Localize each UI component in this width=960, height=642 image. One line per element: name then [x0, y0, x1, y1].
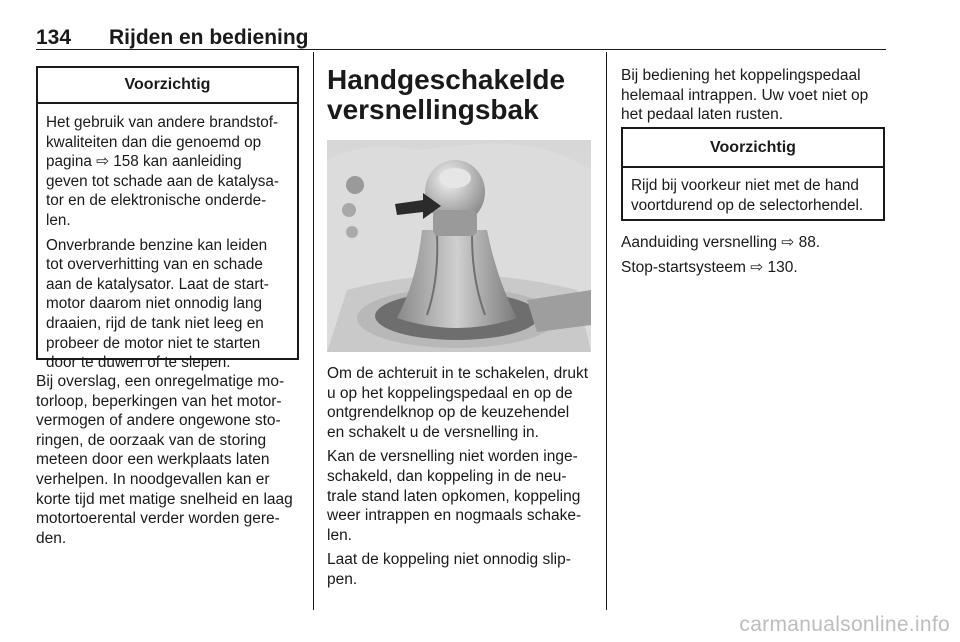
text-line: vermogen of andere ongewone sto-: [36, 412, 281, 430]
gear-lever-image: [327, 140, 591, 352]
caution-box-selector: [621, 127, 885, 221]
text-line: len.: [46, 211, 71, 229]
caution-box-fuel: [36, 66, 299, 372]
text-line: Rijd bij voorkeur niet met de hand: [631, 177, 859, 194]
text-line: Onverbrande benzine kan leiden: [46, 236, 268, 254]
text-line: len.: [327, 526, 352, 544]
right-references: [621, 233, 886, 282]
text-line: aan de katalysator. Laat de start-: [46, 275, 269, 293]
page-number: 134: [36, 26, 72, 49]
text-line: Kan de versnelling niet worden inge-: [327, 448, 578, 466]
text-line: Laat de koppeling niet onnodig slip-: [327, 551, 571, 569]
text-line: Om de achteruit in te schakelen, drukt: [327, 365, 589, 382]
text-line: torloop, beperkingen van het motor-: [36, 392, 282, 410]
text-line: trale stand laten opkomen, koppeling: [327, 487, 581, 505]
caution-body: [623, 168, 883, 215]
middle-text: [327, 364, 599, 595]
caution-paragraph-2: [46, 236, 289, 373]
caution-paragraph-1: [46, 113, 289, 231]
text-line: geven tot schade aan de katalysa-: [46, 172, 280, 190]
text-line: motortoerental verder worden gere-: [36, 510, 280, 528]
text-line: Bij bediening het koppelingspedaal: [621, 67, 861, 84]
text-line: meteen door een werkplaats laten: [36, 451, 270, 469]
text-line: probeer de motor niet te starten: [46, 334, 261, 352]
gear-shift-illustration: [327, 140, 591, 352]
section-heading: [327, 65, 565, 125]
text-line: u op het koppelingspedaal en op de: [327, 384, 573, 402]
text-line: kwaliteiten dan die genoemd op: [46, 133, 262, 151]
text-line: tot oververhitting van en schade: [46, 256, 263, 274]
watermark: carmanualsonline.info: [739, 613, 950, 636]
reference-gear-indicator[interactable]: Aanduiding versnelling ⇨ 88.: [621, 234, 821, 251]
page-reference[interactable]: pagina ⇨ 158 kan aanleiding: [46, 153, 242, 171]
paragraph-gear-engage: [327, 447, 599, 545]
header-rule: [36, 49, 886, 50]
column-divider-1: [313, 52, 314, 610]
paragraph-clutch-slip: [327, 550, 599, 589]
text-line: verhelpen. In noodgevallen kan er: [36, 470, 270, 488]
text-line: Bij overslag, een onregelmatige mo-: [36, 373, 285, 390]
heading-line: versnellingsbak: [327, 94, 539, 125]
text-line: ontgrendelknop op de keuzehendel: [327, 404, 570, 422]
page-title: Rijden en bediening: [109, 26, 309, 49]
text-line: en schakelt u de versnelling in.: [327, 423, 539, 441]
paragraph-reverse-gear: [327, 364, 599, 442]
text-line: Het gebruik van andere brandstof-: [46, 114, 279, 131]
reference-stop-start[interactable]: Stop-startsysteem ⇨ 130.: [621, 258, 798, 276]
text-line: helemaal intrappen. Uw voet niet op: [621, 86, 869, 104]
text-line: motor daarom niet onnodig lang: [46, 295, 262, 313]
text-line: voortdurend op de selectorhendel.: [631, 196, 864, 214]
caution-heading: Voorzichtig: [38, 68, 297, 104]
caution-body: [38, 104, 297, 373]
text-line: tor en de elektronische onderde-: [46, 192, 267, 210]
text-line: het pedaal laten rusten.: [621, 106, 784, 124]
heading-line: Handgeschakelde: [327, 64, 566, 95]
text-line: weer intrappen en nogmaals schake-: [327, 507, 582, 525]
text-line: pen.: [327, 570, 358, 588]
text-line: korte tijd met matige snelheid en laag: [36, 490, 293, 508]
text-line: door te duwen of te slepen.: [46, 354, 231, 372]
text-line: ringen, de oorzaak van de storing: [36, 431, 267, 449]
caution-heading: Voorzichtig: [623, 129, 883, 168]
right-intro: [621, 66, 886, 125]
column-divider-2: [606, 52, 607, 610]
text-line: schakeld, dan koppeling in de neu-: [327, 467, 567, 485]
left-paragraph: [36, 372, 306, 548]
text-line: den.: [36, 529, 67, 547]
text-line: draaien, rijd de tank niet leeg en: [46, 314, 264, 332]
